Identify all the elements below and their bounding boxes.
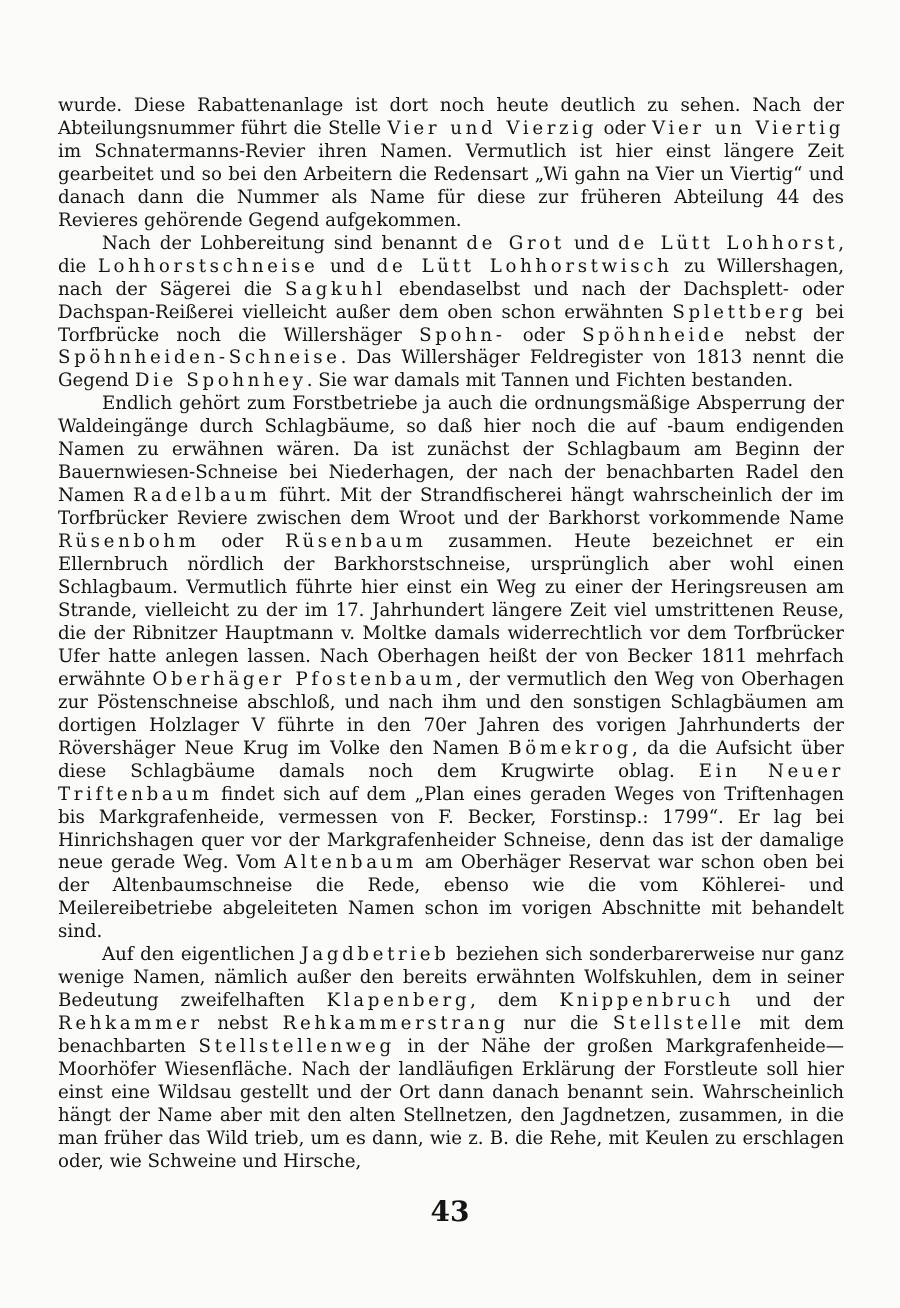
text-run: Nach der Lohbereitung sind benannt (102, 232, 467, 254)
text-run: im Schnatermanns-Revier ihren Namen. Vermutlich ist hier einst längere Zeit gearbeitet und so bei den Arbeitern die Redensart „Wi gahn na Vier un Viertig“ und danach dann die Nummer als Name für diese zur früheren Abteilung 44 des Revieres gehörende Gegend aufgekommen. (58, 140, 844, 231)
spaced-place-name: Splettberg (672, 301, 807, 323)
text-run: , der vermutlich den Weg von Oberhagen zur Pöstenschneise abschloß, und nach ihm und den sonstigen Schlagbäumen am dortigen Holzlager V führte in den 70er Jahren des vorigen Jahrhunderts der Rövershäger Neue Krug im Volke den Namen (58, 668, 844, 759)
text-run: nur die (508, 1013, 613, 1035)
text-run: findet sich auf dem „Plan eines geraden Weges von Triftenhagen bis Markgrafenheide, vermessen von F. Becker, Forstinsp.: 1799“. Er lag bei Hinrichshagen quer vor der Markgrafenheider Schneise, denn das ist der damalige neue gerade Weg. Vom (58, 783, 844, 874)
spaced-place-name: Oberhäger Pfostenbaum (152, 668, 457, 690)
spaced-place-name: Stellstelle (612, 1013, 745, 1035)
text-run: bei Torfbrücke noch die Willershäger (58, 301, 844, 346)
text-run: nebst (202, 1013, 283, 1035)
text-run: führt. Mit der Strandfischerei hängt wahrscheinlich der im Torfbrücker Reviere zwischen dem Wroot und der Barkhorst vorkommende Name (58, 485, 844, 530)
spaced-place-name: Lohhorstschneise (97, 255, 319, 277)
text-run: Auf den eigentlichen (102, 944, 302, 966)
text-run: und der (733, 990, 845, 1012)
spaced-place-name: Altenbaum (283, 852, 417, 874)
spaced-place-name: Stellstellenweg (198, 1036, 395, 1058)
paragraph (58, 393, 844, 944)
text-run: ebendaselbst und nach der Dachsplett- oder Dachspan-Reißerei vielleicht außer dem oben schon erwähnten (58, 278, 845, 323)
page-number: 43 (430, 1195, 470, 1228)
spaced-place-name: Vier un Viertig (652, 117, 844, 139)
body-text (58, 95, 844, 1174)
spaced-place-name: Rüsenbaum (285, 531, 427, 553)
text-run: . Sie war damals mit Tannen und Fichten bestanden. (306, 370, 794, 392)
spaced-place-name: Rehkammerstrang (282, 1013, 509, 1035)
text-run: oder (597, 117, 653, 139)
spaced-place-name: de Grot (466, 232, 565, 254)
spaced-place-name: Jagdbetrieb (301, 944, 450, 966)
spaced-place-name: Ein Neuer Triftenbaum (58, 760, 844, 805)
spaced-place-name: Sagkuhl (285, 278, 386, 300)
paragraph (58, 95, 844, 233)
text-run: zu Willershagen, nach der Sägerei die (58, 255, 844, 300)
text-run: am Oberhäger Reservat war schon oben bei der Altenbaumschneise die Rede, ebenso wie die vom Köhlerei- und Meilereibetriebe abgeleiteten Namen schon im vorigen Abschnitte mit behandelt sind. (58, 852, 844, 943)
text-run: und (564, 232, 619, 254)
spaced-place-name: de Lütt Lohhorst (618, 232, 839, 254)
text-run: oder (505, 324, 583, 346)
spaced-place-name: Spöhnheiden-Schneise (58, 347, 341, 369)
spaced-place-name: Die Spohnhey (134, 370, 307, 392)
spaced-place-name: Rüsenbohm (58, 531, 200, 553)
spaced-place-name: Klapenberg (326, 990, 471, 1012)
text-run: , die (58, 232, 845, 277)
spaced-place-name: Radelbaum (133, 485, 271, 507)
text-run: nebst der (727, 324, 844, 346)
paragraph (58, 944, 844, 1174)
text-run: beziehen sich sonderbarerweise nur ganz wenige Namen, nämlich außer den bereits erwähnten Wolfskuhlen, dem in seiner Bedeutung zweifelhaften (58, 944, 844, 1012)
text-run: in der Nähe der großen Markgrafenheide—Moorhöfer Wiesenfläche. Nach der landläufigen Erklärung der Forstleute soll hier einst eine Wildsau gestellt und der Ort dann danach benannt sein. Wahrscheinlich hängt der Name aber mit den alten Stellnetzen, den Jagdnetzen, zusammen, in die man früher das Wild trieb, um es dann, wie z. B. die Rehe, mit Keulen zu erschlagen oder, wie Schweine und Hirsche, (58, 1036, 844, 1172)
text-run: wurde. Diese Rabattenanlage ist dort noch heute deutlich zu sehen. Nach der Abteilungsnummer führt die Stelle (58, 95, 844, 139)
text-run: mit dem benachbarten (58, 1013, 844, 1058)
spaced-place-name: Spohn- (419, 324, 506, 346)
spaced-place-name: Vier und Vierzig (387, 117, 598, 139)
text-run: , da die Aufsicht über diese Schlagbäume damals noch dem Krugwirte oblag. (58, 737, 844, 782)
text-run: Endlich gehört zum Forstbetriebe ja auch die ordnungsmäßige Absperrung der Waldeingänge durch Schlagbäume, so daß hier noch die auf -baum endigenden Namen zu erwähnen wären. Da ist zunächst der Schlagbaum am Beginn der Bauernwiesen-Schneise bei Niederhagen, der nach der benachbarten Radel den Namen (58, 393, 844, 507)
text-run: und (318, 255, 377, 277)
text-run: zusammen. Heute bezeichnet er ein Ellernbruch nördlich der Barkhorstschneise, ursprünglich aber wohl einen Schlagbaum. Vermutlich führte hier einst ein Weg zu einer der Heringsreusen am Strande, vielleicht zu der im 17. Jahrhundert längere Zeit viel umstrittenen Reuse, die der Ribnitzer Hauptmann v. Moltke damals widerrechtlich vor dem Torfbrücker Ufer hatte anlegen lassen. Nach Oberhagen heißt der von Becker 1811 mehrfach erwähnte (58, 531, 844, 690)
spaced-place-name: Rehkammer (58, 1013, 203, 1035)
text-run: , dem (470, 990, 560, 1012)
paragraph (58, 233, 844, 394)
spaced-place-name: Bömekrog (508, 737, 632, 759)
spaced-place-name: de Lütt Lohhorstwisch (376, 255, 673, 277)
spaced-place-name: Spöhnheide (582, 324, 728, 346)
text-run: oder (199, 531, 286, 553)
text-run: . Das Willershäger Feldregister von 1813 nennt die Gegend (58, 347, 844, 392)
spaced-place-name: Knippenbruch (559, 990, 734, 1012)
